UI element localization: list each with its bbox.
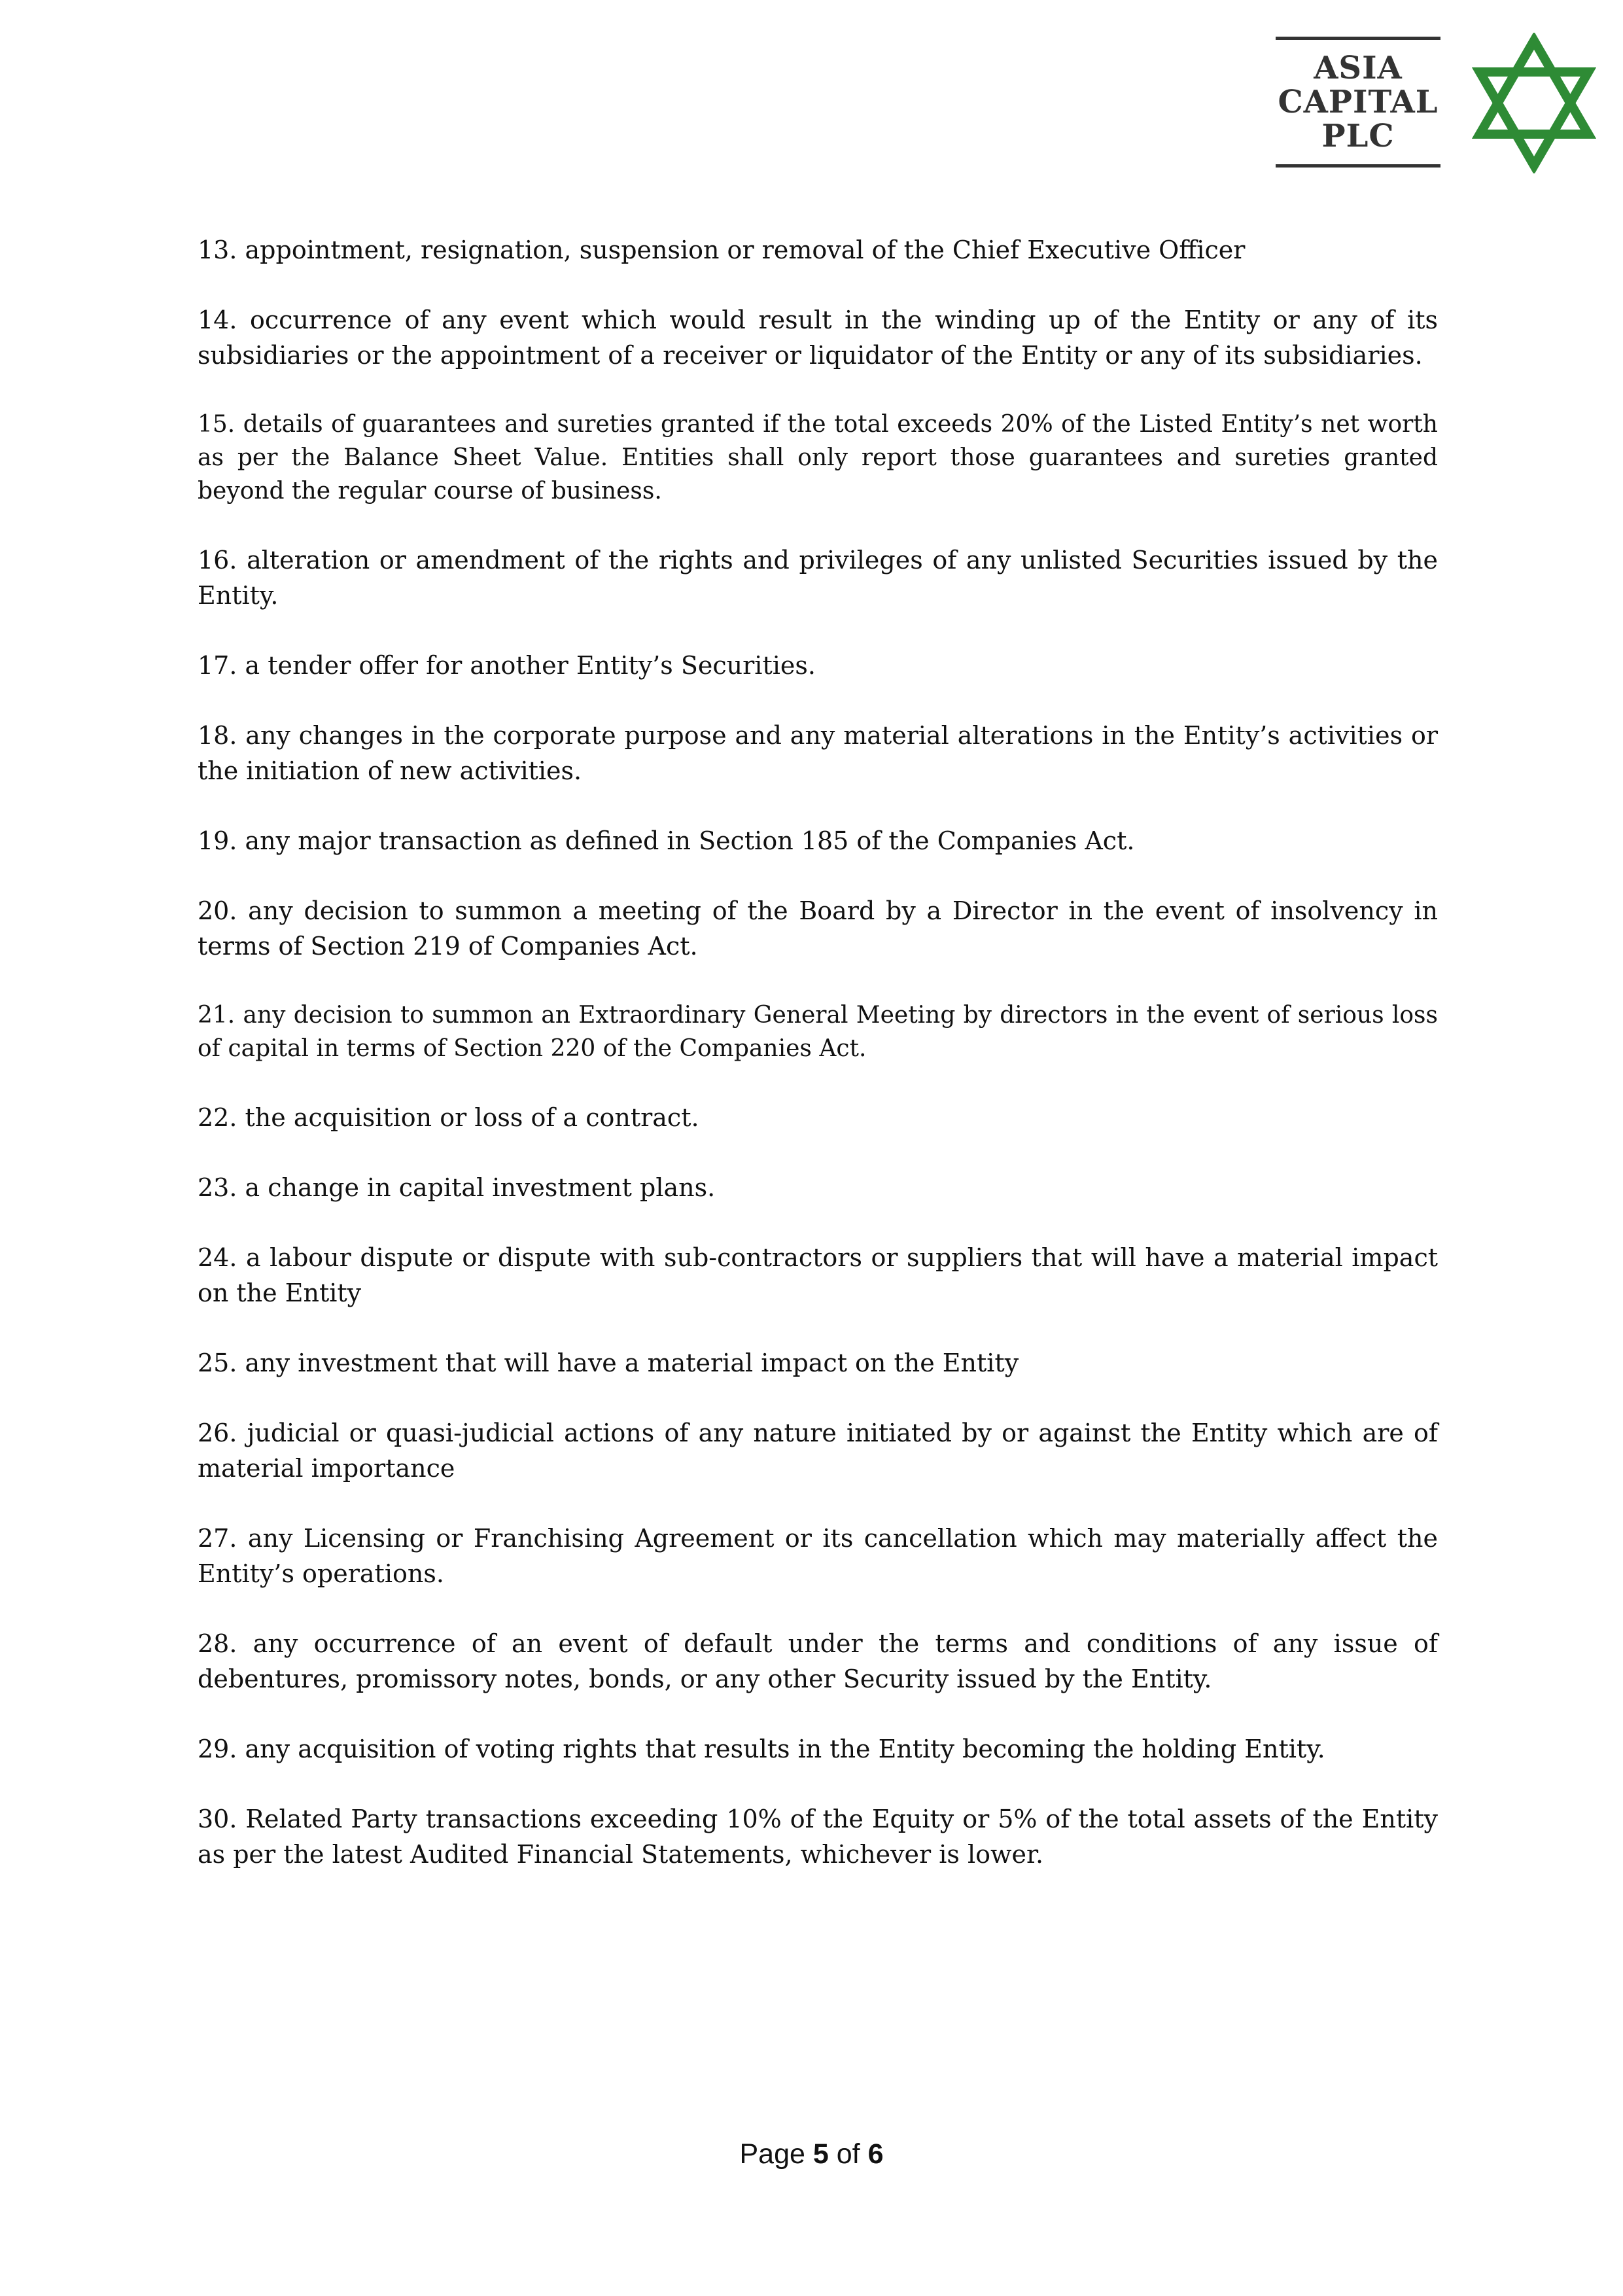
logo-line-2: CAPITAL [1278,84,1439,120]
list-item-13: 13. appointment, resignation, suspension or removal of the Chief Executive Officer [198,236,1246,264]
page-label: Page [739,2138,805,2170]
list-item-15: 15. details of guarantees and sureties granted if the total exceeds 20% of the Listed Entity’s net worth as per the Balance Sheet Value. Entities shall only report those guarantees and sureties granted beyond the regular course of business. [198,411,1438,504]
page-footer [0,2138,1623,2170]
list-item-30: 30. Related Party transactions exceeding 10% of the Equity or 5% of the total assets of the Entity as per the latest Audited Financial Statements, whichever is lower. [198,1805,1438,1869]
list-item-20: 20. any decision to summon a meeting of the Board by a Director in the event of insolvency in terms of Section 219 of Companies Act. [198,896,1438,961]
list-item-14: 14. occurrence of any event which would result in the winding up of the Entity or any of its subsidiaries or the appointment of a receiver or liquidator of the Entity or any of its subsidiaries. [198,306,1438,370]
list-item-26: 26. judicial or quasi-judicial actions of any nature initiated by or against the Entity which are of material importance [198,1419,1438,1483]
star-of-david-icon [1472,33,1596,173]
list-item-23: 23. a change in capital investment plans. [198,1173,716,1202]
list-item-25: 25. any investment that will have a material impact on the Entity [198,1349,1019,1377]
list-item-17: 17. a tender offer for another Entity’s Securities. [198,651,816,680]
list-item-22: 22. the acquisition or loss of a contract. [198,1103,699,1132]
list-item-29: 29. any acquisition of voting rights that results in the Entity becoming the holding Entity. [198,1735,1325,1763]
list-item-18: 18. any changes in the corporate purpose and any material alterations in the Entity’s activities or the initiation of new activities. [198,721,1438,785]
logo-wordmark [1276,37,1440,168]
company-logo [1276,33,1596,173]
document-body [198,232,1438,1907]
total-pages-number: 6 [867,2138,884,2170]
list-item-27: 27. any Licensing or Franchising Agreement or its cancellation which may materially affect the Entity’s operations. [198,1524,1438,1588]
list-item-28: 28. any occurrence of an event of default under the terms and conditions of any issue of debentures, promissory notes, bonds, or any other Security issued by the Entity. [198,1629,1438,1693]
list-item-16: 16. alteration or amendment of the rights and privileges of any unlisted Securities issued by the Entity. [198,546,1438,610]
current-page-number: 5 [812,2138,829,2170]
of-label: of [836,2138,860,2170]
list-item-19: 19. any major transaction as defined in Section 185 of the Companies Act. [198,826,1135,855]
list-item-21: 21. any decision to summon an Extraordinary General Meeting by directors in the event of serious loss of capital in terms of Section 220 of the Companies Act. [198,1002,1438,1062]
logo-line-3: PLC [1321,118,1395,154]
list-item-24: 24. a labour dispute or dispute with sub-contractors or suppliers that will have a material impact on the Entity [198,1243,1438,1307]
logo-line-1: ASIA [1314,50,1403,86]
